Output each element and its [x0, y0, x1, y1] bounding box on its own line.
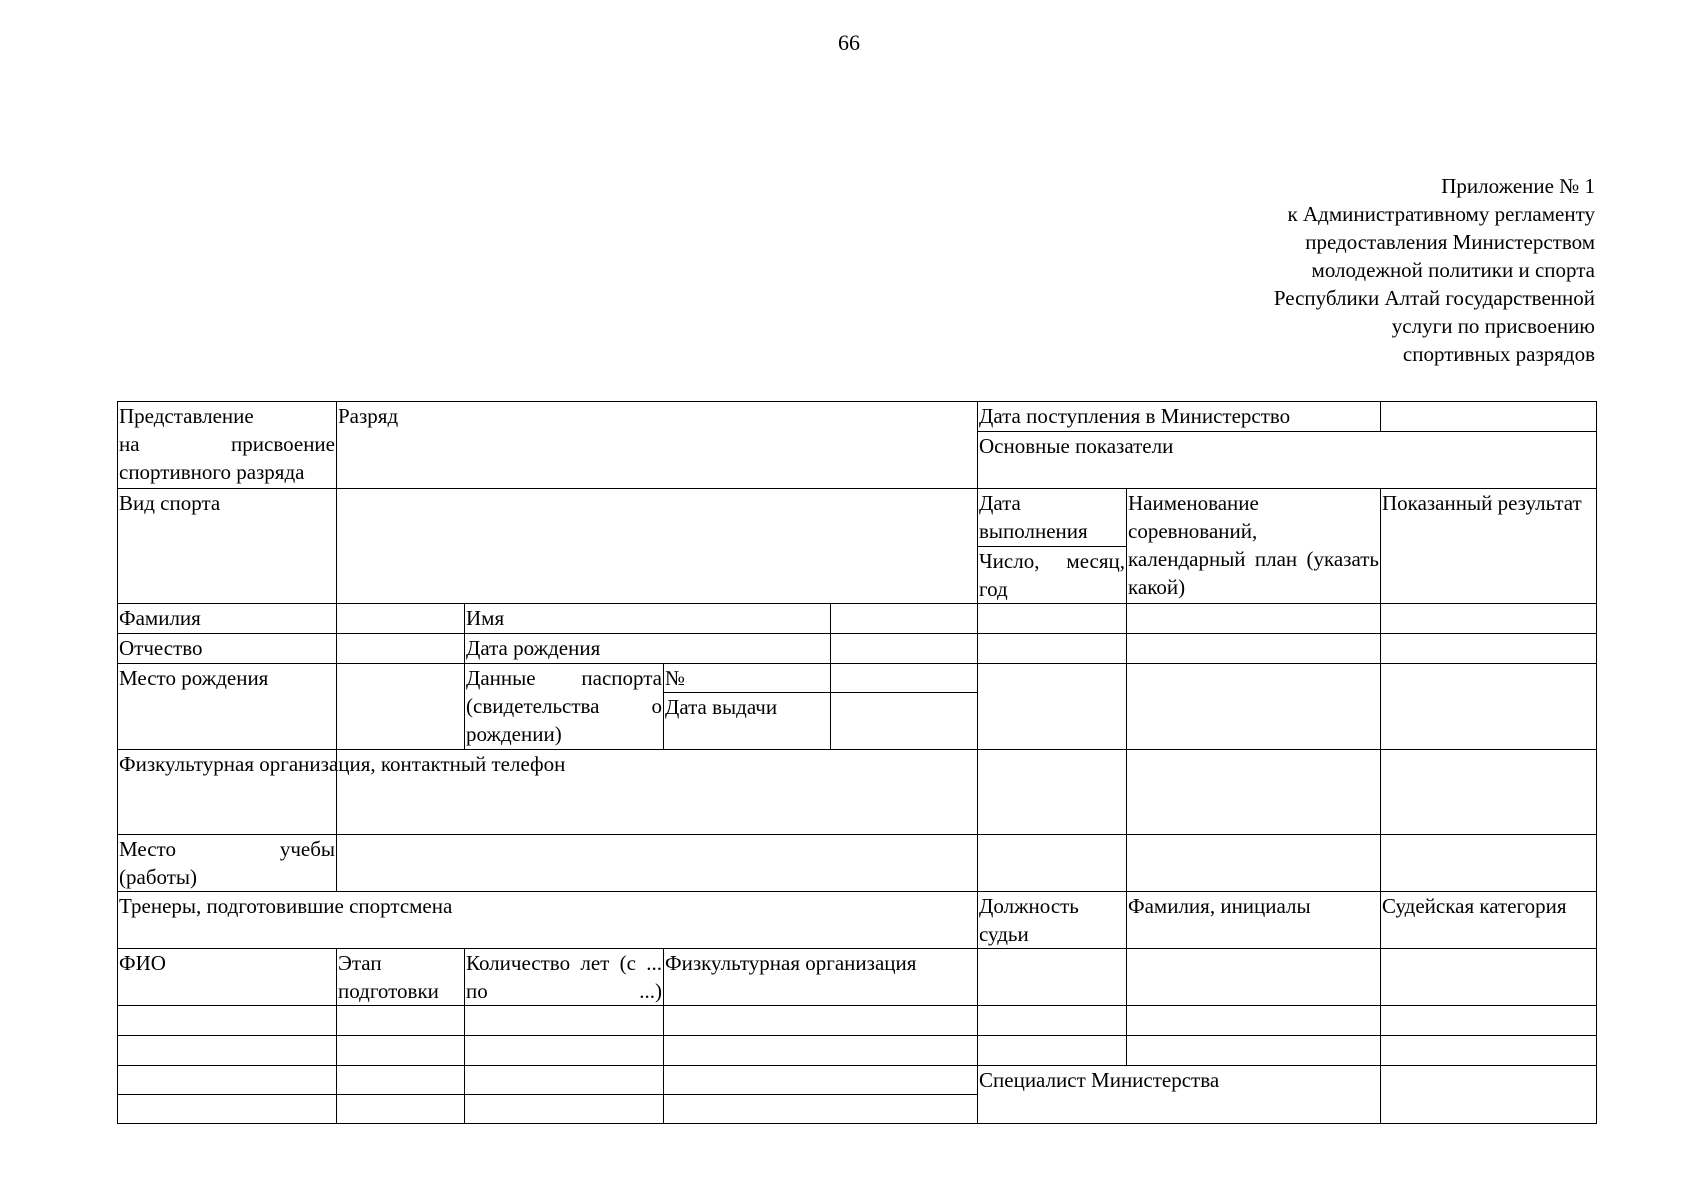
coaches-label: Тренеры, подготовившие спортсмена	[118, 892, 978, 949]
judge-category-label: Судейская категория	[1381, 892, 1597, 949]
judge-position-label: Должность судьи	[978, 892, 1127, 949]
judge-cell[interactable]	[1127, 949, 1381, 1006]
birth-place-label: Место рождения	[118, 664, 337, 750]
coach-cell[interactable]	[118, 1066, 337, 1095]
surname-label: Фамилия	[118, 604, 337, 634]
name-label: Имя	[465, 604, 831, 634]
indicator-cell[interactable]	[1381, 604, 1597, 634]
sport-field[interactable]	[337, 489, 978, 604]
date-received-label: Дата поступления в Министерство	[978, 402, 1381, 432]
coach-cell[interactable]	[465, 1036, 664, 1066]
rank-application-form	[117, 401, 1597, 1124]
judge-cell[interactable]	[978, 1036, 1127, 1066]
surname-field[interactable]	[337, 604, 465, 634]
judge-name-label: Фамилия, инициалы	[1127, 892, 1381, 949]
coach-cell[interactable]	[664, 1006, 978, 1036]
coach-cell[interactable]	[664, 1095, 978, 1124]
page-number: 66	[838, 30, 860, 55]
ministry-specialist-label: Специалист Министерства	[978, 1066, 1381, 1124]
years-header: Количество лет (с ... по ...)	[465, 949, 664, 1006]
judge-cell[interactable]	[1127, 1006, 1381, 1036]
form-title-cell	[118, 402, 337, 489]
indicator-cell[interactable]	[1381, 664, 1597, 750]
patronymic-field[interactable]	[337, 634, 465, 664]
indicator-cell[interactable]	[978, 604, 1127, 634]
sport-organization-header: Физкультурная организация	[664, 949, 978, 1006]
indicator-cell[interactable]	[978, 664, 1127, 750]
issue-date-label: Дата выдачи	[664, 693, 831, 750]
coach-cell[interactable]	[465, 1095, 664, 1124]
indicator-cell[interactable]	[1127, 835, 1381, 892]
date-performed-label: Дата выполнения	[978, 489, 1127, 547]
indicator-cell[interactable]	[978, 634, 1127, 664]
coach-cell[interactable]	[664, 1066, 978, 1095]
indicator-cell[interactable]	[1127, 604, 1381, 634]
appendix-line: к Административному регламенту	[1287, 202, 1595, 226]
judge-cell[interactable]	[1381, 1036, 1597, 1066]
indicator-cell[interactable]	[978, 750, 1127, 835]
judge-cell[interactable]	[978, 949, 1127, 1006]
appendix-line: Приложение № 1	[1441, 174, 1595, 198]
date-received-field[interactable]	[1381, 402, 1597, 432]
day-month-year-label: Число, месяц, год	[978, 547, 1127, 604]
issue-date-field[interactable]	[831, 693, 978, 750]
coach-cell[interactable]	[465, 1006, 664, 1036]
birth-place-field[interactable]	[337, 664, 465, 750]
patronymic-label: Отчество	[118, 634, 337, 664]
study-work-field[interactable]	[337, 835, 978, 892]
appendix-line: спортивных разрядов	[1402, 342, 1595, 366]
coach-cell[interactable]	[465, 1066, 664, 1095]
coach-cell[interactable]	[337, 1006, 465, 1036]
ministry-specialist-field[interactable]	[1381, 1066, 1597, 1124]
judge-cell[interactable]	[1127, 1036, 1381, 1066]
appendix-header	[1274, 172, 1595, 368]
birth-date-field[interactable]	[831, 634, 978, 664]
form-title-line: Представление	[119, 404, 254, 428]
appendix-line: молодежной политики и спорта	[1311, 258, 1595, 282]
appendix-line: Республики Алтай государственной	[1273, 286, 1595, 310]
passport-label: Данные паспорта (свидетельства о рождении)	[465, 664, 664, 750]
sport-label: Вид спорта	[118, 489, 337, 604]
coach-cell[interactable]	[118, 1006, 337, 1036]
coach-cell[interactable]	[118, 1095, 337, 1124]
name-field[interactable]	[831, 604, 978, 634]
indicator-cell[interactable]	[1127, 664, 1381, 750]
indicator-cell[interactable]	[1127, 634, 1381, 664]
sport-organization-contact-label: Физкультурная организация, контактный телефон	[118, 750, 337, 835]
form-title-line: спортивного разряда	[119, 460, 305, 484]
coach-cell[interactable]	[118, 1036, 337, 1066]
study-work-line: (работы)	[119, 865, 198, 889]
judge-cell[interactable]	[1381, 1006, 1597, 1036]
study-work-line: Место учебы	[119, 837, 335, 861]
indicator-cell[interactable]	[1381, 750, 1597, 835]
study-work-label	[118, 835, 337, 892]
result-label: Показанный результат	[1381, 489, 1597, 604]
passport-number-field[interactable]	[831, 664, 978, 693]
birth-date-label: Дата рождения	[465, 634, 831, 664]
fio-header: ФИО	[118, 949, 337, 1006]
rank-label: Разряд	[337, 402, 978, 489]
appendix-line: предоставления Министерством	[1305, 230, 1595, 254]
coach-cell[interactable]	[664, 1036, 978, 1066]
indicator-cell[interactable]	[978, 835, 1127, 892]
coach-cell[interactable]	[337, 1066, 465, 1095]
passport-number-label: №	[664, 664, 831, 693]
coach-cell[interactable]	[337, 1036, 465, 1066]
judge-cell[interactable]	[1381, 949, 1597, 1006]
indicator-cell[interactable]	[1381, 634, 1597, 664]
judge-cell[interactable]	[978, 1006, 1127, 1036]
indicator-cell[interactable]	[1381, 835, 1597, 892]
indicator-cell[interactable]	[1127, 750, 1381, 835]
competition-name-label: Наименование соревнований, календарный план (указать какой)	[1127, 489, 1381, 604]
stage-header: Этап подготовки	[337, 949, 465, 1006]
form-title-line: на присвоение	[119, 432, 335, 456]
appendix-line: услуги по присвоению	[1391, 314, 1595, 338]
coach-cell[interactable]	[337, 1095, 465, 1124]
main-indicators-label: Основные показатели	[978, 432, 1597, 489]
